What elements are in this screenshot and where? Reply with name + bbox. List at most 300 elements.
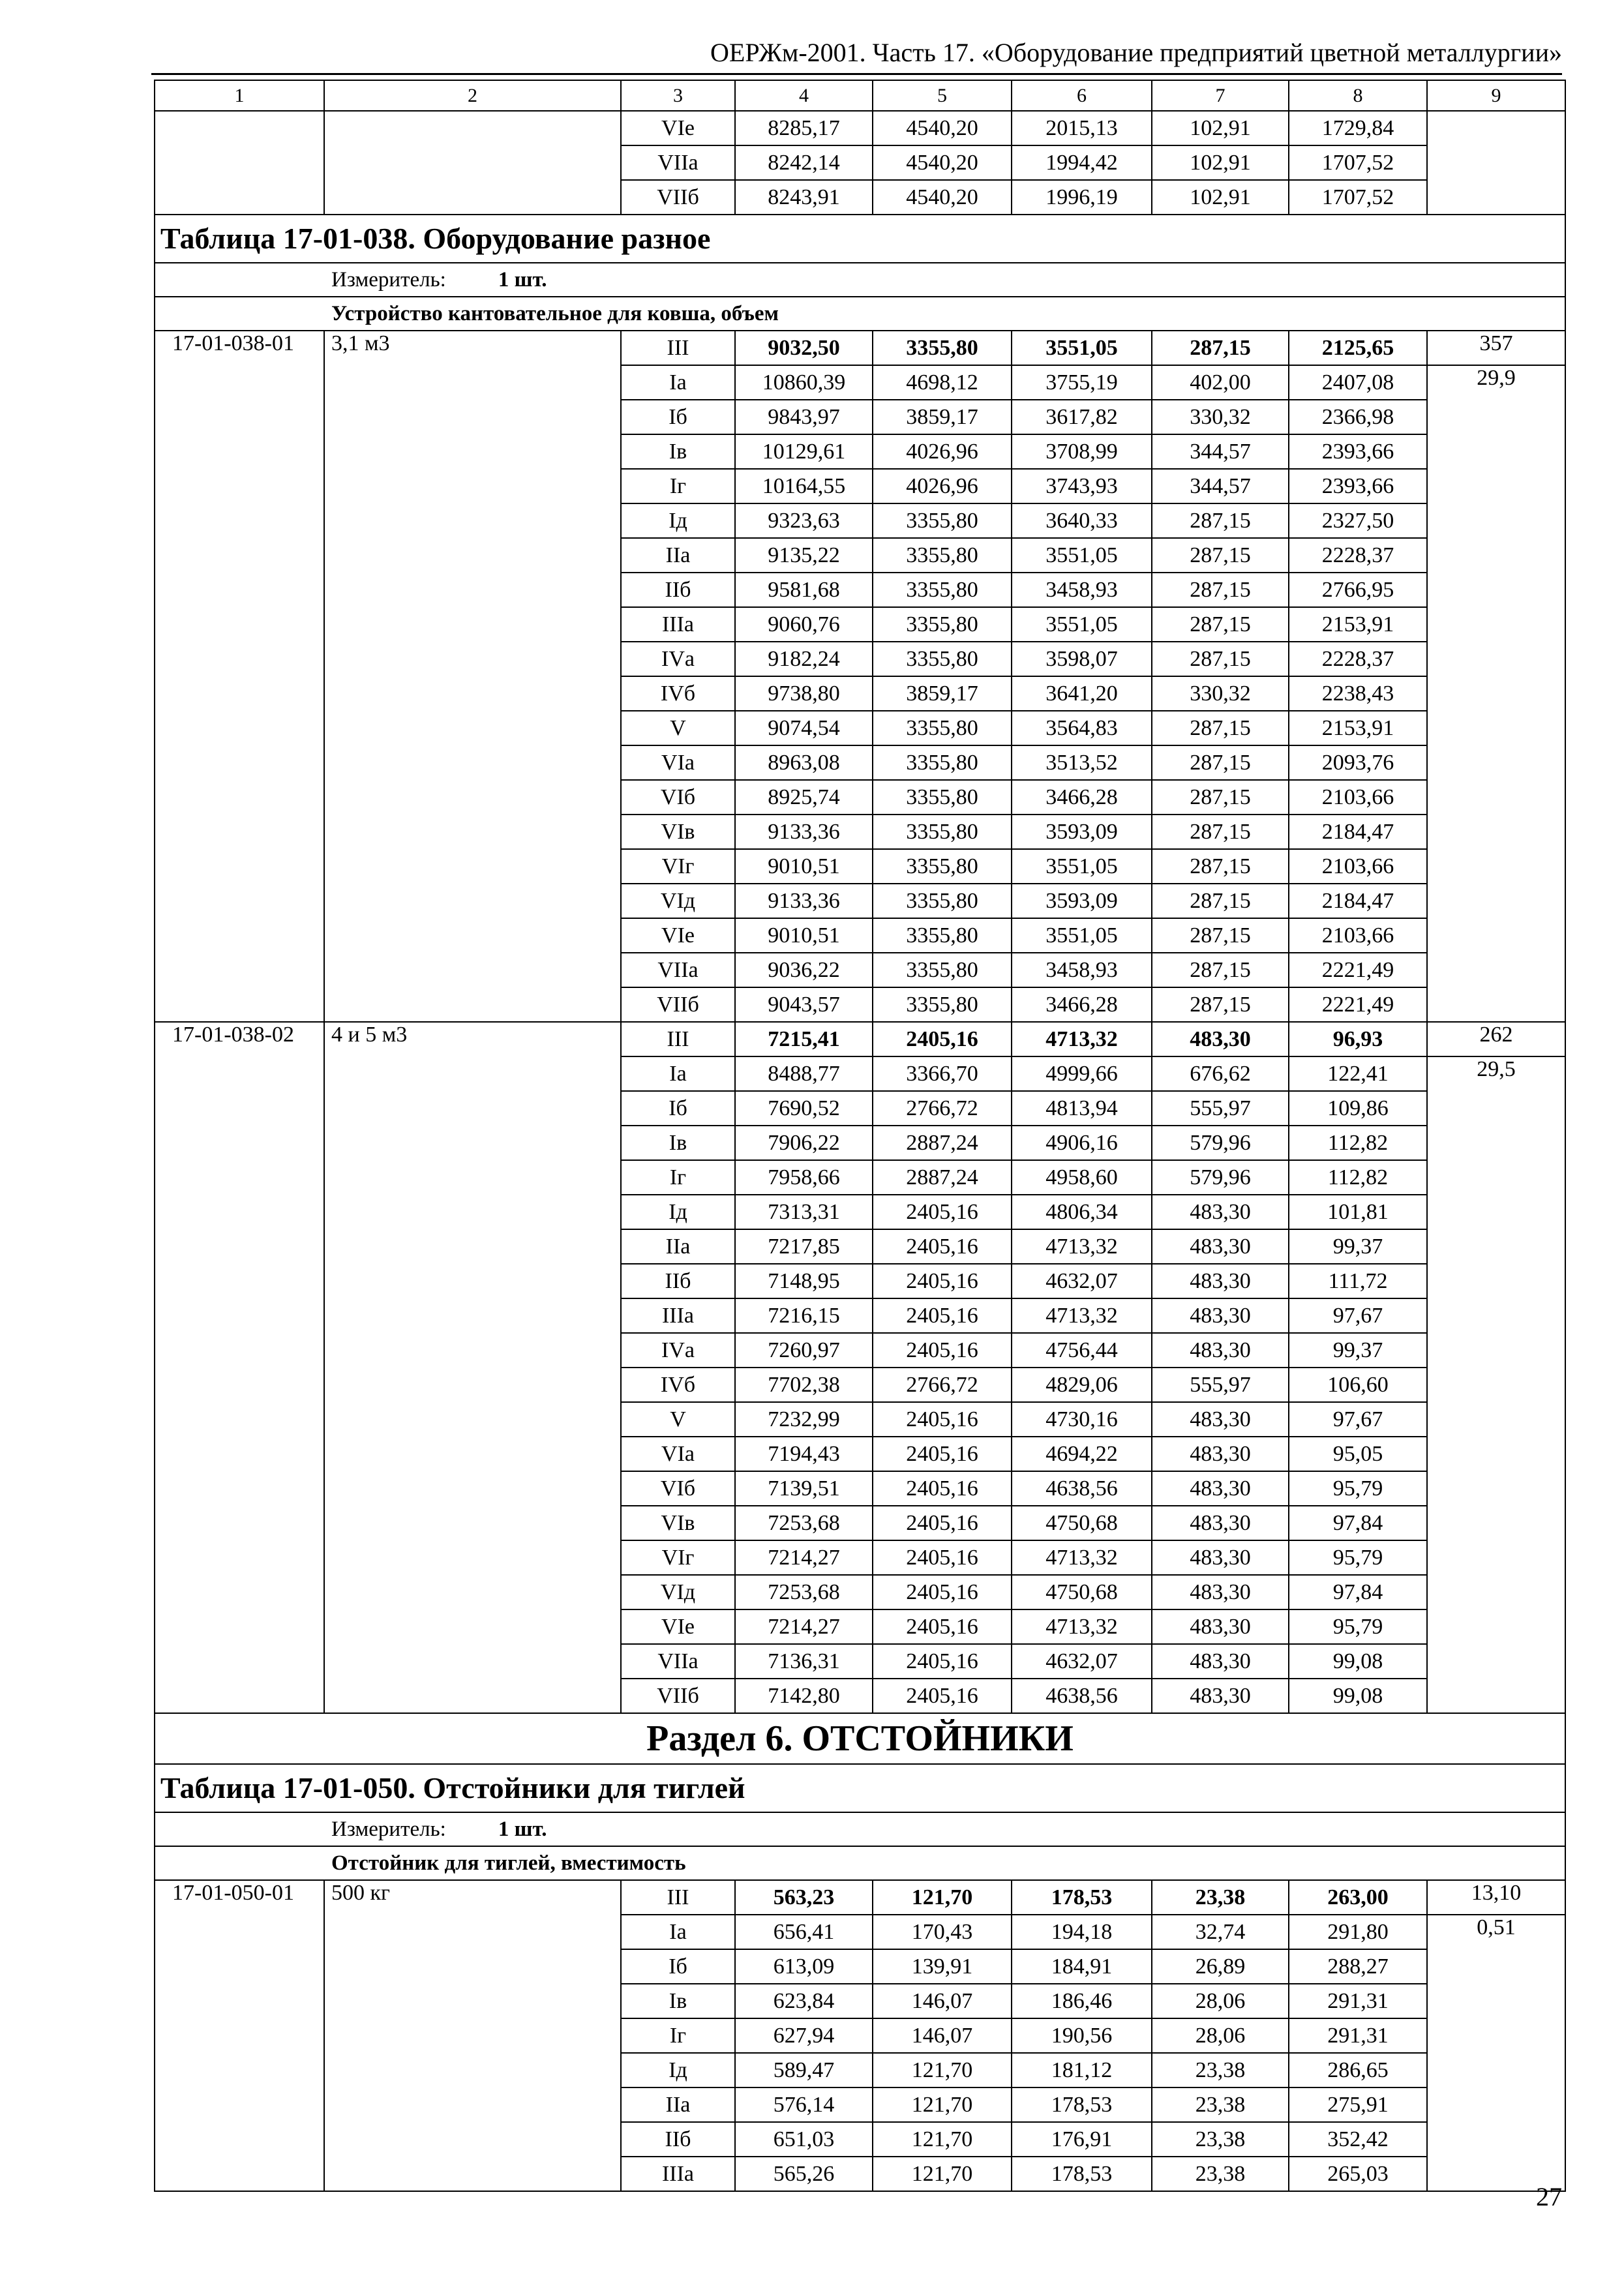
value-cell-c8: 291,31 (1289, 2018, 1427, 2053)
extra-value-1: 357 (1427, 331, 1565, 365)
value-cell-c8: 265,03 (1289, 2157, 1427, 2191)
zone-cell: Iг (621, 469, 735, 503)
value-cell-c8: 106,60 (1289, 1368, 1427, 1402)
value-cell-c4: 9060,76 (735, 607, 873, 642)
value-cell-c5: 2405,16 (873, 1506, 1012, 1540)
value-cell-c8: 1707,52 (1289, 145, 1427, 180)
zone-cell: IIа (621, 2087, 735, 2122)
value-cell-c6: 3466,28 (1012, 987, 1152, 1022)
value-cell-c5: 3355,80 (873, 745, 1012, 780)
zone-cell: VIв (621, 815, 735, 849)
value-cell-c5: 3355,80 (873, 607, 1012, 642)
value-cell-c6: 3551,05 (1012, 849, 1152, 884)
value-cell-c5: 2405,16 (873, 1575, 1012, 1609)
value-cell-c5: 2405,16 (873, 1229, 1012, 1264)
value-cell-c5: 146,07 (873, 1984, 1012, 2018)
value-cell-c5: 2405,16 (873, 1609, 1012, 1644)
value-cell-c7: 402,00 (1152, 365, 1289, 400)
value-cell-c7: 483,30 (1152, 1298, 1289, 1333)
value-cell-c6: 4638,56 (1012, 1679, 1152, 1713)
measure-row (155, 1812, 1565, 1846)
measure-label: Измеритель: (331, 268, 446, 292)
value-cell-c4: 613,09 (735, 1949, 873, 1984)
value-cell-c7: 287,15 (1152, 884, 1289, 918)
subheading: Отстойник для тиглей, вместимость (155, 1846, 1565, 1880)
rates-table (154, 80, 1566, 2192)
value-cell-c5: 2405,16 (873, 1679, 1012, 1713)
zone-cell: IVа (621, 1333, 735, 1368)
value-cell-c8: 263,00 (1289, 1880, 1427, 1915)
column-number: 8 (1289, 80, 1427, 111)
zone-cell: VIд (621, 1575, 735, 1609)
value-cell-c7: 483,30 (1152, 1644, 1289, 1679)
value-cell-c4: 656,41 (735, 1915, 873, 1949)
value-cell-c5: 3366,70 (873, 1056, 1012, 1091)
value-cell-c4: 9010,51 (735, 849, 873, 884)
zone-cell: III (621, 331, 735, 365)
value-cell-c6: 4632,07 (1012, 1644, 1152, 1679)
value-cell-c8: 2238,43 (1289, 676, 1427, 711)
value-cell-c8: 2221,49 (1289, 953, 1427, 987)
zone-cell: VIб (621, 1471, 735, 1506)
column-number: 9 (1427, 80, 1565, 111)
value-cell-c6: 4806,34 (1012, 1195, 1152, 1229)
column-number: 7 (1152, 80, 1289, 111)
value-cell-c7: 287,15 (1152, 849, 1289, 884)
extra-value-2: 29,9 (1427, 365, 1565, 1022)
value-cell-c5: 2405,16 (873, 1195, 1012, 1229)
value-cell-c7: 676,62 (1152, 1056, 1289, 1091)
value-cell-c8: 2184,47 (1289, 815, 1427, 849)
value-cell-c6: 3641,20 (1012, 676, 1152, 711)
value-cell-c6: 3513,52 (1012, 745, 1152, 780)
value-cell-c8: 112,82 (1289, 1126, 1427, 1160)
value-cell-c8: 97,84 (1289, 1575, 1427, 1609)
value-cell-c5: 2766,72 (873, 1091, 1012, 1126)
value-cell-c7: 23,38 (1152, 2087, 1289, 2122)
value-cell-c8: 112,82 (1289, 1160, 1427, 1195)
value-cell-c8: 291,31 (1289, 1984, 1427, 2018)
zone-cell: Iг (621, 2018, 735, 2053)
value-cell-c6: 4713,32 (1012, 1022, 1152, 1056)
zone-cell: Iв (621, 434, 735, 469)
table-title: Таблица 17-01-050. Отстойники для тиглей (155, 1764, 1565, 1812)
value-cell-c8: 2393,66 (1289, 434, 1427, 469)
value-cell-c4: 627,94 (735, 2018, 873, 2053)
value-cell-c4: 8243,91 (735, 180, 873, 215)
zone-cell: VIг (621, 1540, 735, 1575)
value-cell-c4: 7214,27 (735, 1609, 873, 1644)
value-cell-c4: 7702,38 (735, 1368, 873, 1402)
value-cell-c4: 10860,39 (735, 365, 873, 400)
value-cell-c4: 8285,17 (735, 111, 873, 145)
table-title-row (155, 1764, 1565, 1812)
value-cell-c8: 97,67 (1289, 1402, 1427, 1437)
value-cell-c7: 287,15 (1152, 607, 1289, 642)
value-cell-c8: 2228,37 (1289, 538, 1427, 573)
value-cell-c7: 483,30 (1152, 1229, 1289, 1264)
value-cell-c4: 623,84 (735, 1984, 873, 2018)
value-cell-c6: 4713,32 (1012, 1229, 1152, 1264)
data-row (155, 1022, 1565, 1056)
zone-cell: VIIа (621, 953, 735, 987)
column-number: 4 (735, 80, 873, 111)
value-cell-c5: 2766,72 (873, 1368, 1012, 1402)
value-cell-c4: 7142,80 (735, 1679, 873, 1713)
value-cell-c6: 4694,22 (1012, 1437, 1152, 1471)
value-cell-c6: 176,91 (1012, 2122, 1152, 2157)
zone-cell: V (621, 711, 735, 745)
measure-row (155, 263, 1565, 297)
value-cell-c6: 3593,09 (1012, 815, 1152, 849)
value-cell-c8: 95,79 (1289, 1540, 1427, 1575)
column-number: 6 (1012, 80, 1152, 111)
item-description (324, 111, 621, 215)
zone-cell: VIе (621, 111, 735, 145)
value-cell-c5: 121,70 (873, 2053, 1012, 2087)
zone-cell: IIIа (621, 607, 735, 642)
value-cell-c7: 102,91 (1152, 180, 1289, 215)
value-cell-c4: 7136,31 (735, 1644, 873, 1679)
value-cell-c7: 28,06 (1152, 2018, 1289, 2053)
value-cell-c6: 3640,33 (1012, 503, 1152, 538)
value-cell-c7: 102,91 (1152, 111, 1289, 145)
zone-cell: III (621, 1022, 735, 1056)
value-cell-c6: 3593,09 (1012, 884, 1152, 918)
value-cell-c4: 9043,57 (735, 987, 873, 1022)
value-cell-c7: 483,30 (1152, 1264, 1289, 1298)
value-cell-c6: 3466,28 (1012, 780, 1152, 815)
value-cell-c8: 2103,66 (1289, 918, 1427, 953)
value-cell-c7: 32,74 (1152, 1915, 1289, 1949)
value-cell-c7: 287,15 (1152, 573, 1289, 607)
value-cell-c8: 109,86 (1289, 1091, 1427, 1126)
value-cell-c8: 1707,52 (1289, 180, 1427, 215)
value-cell-c8: 2228,37 (1289, 642, 1427, 676)
zone-cell: VIIб (621, 180, 735, 215)
value-cell-c4: 7253,68 (735, 1575, 873, 1609)
value-cell-c5: 2405,16 (873, 1540, 1012, 1575)
value-cell-c7: 579,96 (1152, 1126, 1289, 1160)
value-cell-c8: 2766,95 (1289, 573, 1427, 607)
value-cell-c6: 2015,13 (1012, 111, 1152, 145)
zone-cell: Iд (621, 2053, 735, 2087)
value-cell-c8: 95,05 (1289, 1437, 1427, 1471)
extra-value-1: 262 (1427, 1022, 1565, 1056)
value-cell-c7: 344,57 (1152, 469, 1289, 503)
value-cell-c4: 7253,68 (735, 1506, 873, 1540)
value-cell-c4: 8925,74 (735, 780, 873, 815)
header-rule (151, 73, 1562, 75)
item-description: 500 кг (324, 1880, 621, 2191)
value-cell-c5: 4540,20 (873, 145, 1012, 180)
subheading: Устройство кантовательное для ковша, объем (155, 297, 1565, 331)
value-cell-c8: 97,67 (1289, 1298, 1427, 1333)
value-cell-c5: 3355,80 (873, 503, 1012, 538)
value-cell-c5: 146,07 (873, 2018, 1012, 2053)
value-cell-c6: 190,56 (1012, 2018, 1152, 2053)
zone-cell: IVа (621, 642, 735, 676)
value-cell-c8: 111,72 (1289, 1264, 1427, 1298)
value-cell-c5: 4540,20 (873, 111, 1012, 145)
value-cell-c4: 9182,24 (735, 642, 873, 676)
item-code: 17-01-050-01 (155, 1880, 324, 2191)
page-number: 27 (1536, 2182, 1562, 2211)
zone-cell: IIа (621, 1229, 735, 1264)
value-cell-c5: 3859,17 (873, 676, 1012, 711)
value-cell-c5: 4698,12 (873, 365, 1012, 400)
value-cell-c5: 3355,80 (873, 953, 1012, 987)
value-cell-c6: 3551,05 (1012, 607, 1152, 642)
item-description: 3,1 м3 (324, 331, 621, 1022)
item-code: 17-01-038-02 (155, 1022, 324, 1713)
value-cell-c7: 23,38 (1152, 2122, 1289, 2157)
value-cell-c4: 7216,15 (735, 1298, 873, 1333)
zone-cell: IIIа (621, 2157, 735, 2191)
value-cell-c5: 3355,80 (873, 642, 1012, 676)
value-cell-c8: 2184,47 (1289, 884, 1427, 918)
value-cell-c6: 4958,60 (1012, 1160, 1152, 1195)
value-cell-c8: 95,79 (1289, 1609, 1427, 1644)
column-number: 5 (873, 80, 1012, 111)
zone-cell: Iа (621, 1056, 735, 1091)
value-cell-c6: 4713,32 (1012, 1540, 1152, 1575)
value-cell-c7: 287,15 (1152, 503, 1289, 538)
zone-cell: VIе (621, 1609, 735, 1644)
value-cell-c5: 170,43 (873, 1915, 1012, 1949)
value-cell-c8: 97,84 (1289, 1506, 1427, 1540)
value-cell-c7: 483,30 (1152, 1333, 1289, 1368)
value-cell-c8: 2393,66 (1289, 469, 1427, 503)
value-cell-c5: 3355,80 (873, 918, 1012, 953)
data-row (155, 331, 1565, 365)
zone-cell: V (621, 1402, 735, 1437)
value-cell-c6: 3743,93 (1012, 469, 1152, 503)
value-cell-c5: 2887,24 (873, 1160, 1012, 1195)
value-cell-c7: 330,32 (1152, 400, 1289, 434)
value-cell-c7: 26,89 (1152, 1949, 1289, 1984)
zone-cell: Iг (621, 1160, 735, 1195)
value-cell-c7: 483,30 (1152, 1195, 1289, 1229)
value-cell-c7: 287,15 (1152, 987, 1289, 1022)
value-cell-c8: 291,80 (1289, 1915, 1427, 1949)
value-cell-c5: 121,70 (873, 2122, 1012, 2157)
value-cell-c8: 99,37 (1289, 1333, 1427, 1368)
value-cell-c4: 8242,14 (735, 145, 873, 180)
measure-cell (155, 263, 1565, 297)
value-cell-c6: 181,12 (1012, 2053, 1152, 2087)
value-cell-c8: 96,93 (1289, 1022, 1427, 1056)
value-cell-c6: 3617,82 (1012, 400, 1152, 434)
zone-cell: IIб (621, 573, 735, 607)
value-cell-c6: 3708,99 (1012, 434, 1152, 469)
zone-cell: Iд (621, 503, 735, 538)
value-cell-c8: 99,08 (1289, 1644, 1427, 1679)
value-cell-c6: 194,18 (1012, 1915, 1152, 1949)
value-cell-c4: 563,23 (735, 1880, 873, 1915)
value-cell-c6: 178,53 (1012, 1880, 1152, 1915)
value-cell-c5: 3859,17 (873, 400, 1012, 434)
value-cell-c7: 483,30 (1152, 1609, 1289, 1644)
value-cell-c4: 565,26 (735, 2157, 873, 2191)
value-cell-c5: 2887,24 (873, 1126, 1012, 1160)
value-cell-c5: 2405,16 (873, 1402, 1012, 1437)
value-cell-c5: 3355,80 (873, 538, 1012, 573)
zone-cell: VIг (621, 849, 735, 884)
item-code (155, 111, 324, 215)
value-cell-c7: 483,30 (1152, 1437, 1289, 1471)
zone-cell: VIа (621, 745, 735, 780)
value-cell-c5: 2405,16 (873, 1437, 1012, 1471)
section-row (155, 1713, 1565, 1764)
value-cell-c8: 99,08 (1289, 1679, 1427, 1713)
value-cell-c7: 555,97 (1152, 1091, 1289, 1126)
value-cell-c6: 1996,19 (1012, 180, 1152, 215)
value-cell-c6: 3551,05 (1012, 918, 1152, 953)
value-cell-c5: 2405,16 (873, 1644, 1012, 1679)
zone-cell: Iб (621, 1091, 735, 1126)
value-cell-c6: 4730,16 (1012, 1402, 1152, 1437)
value-cell-c5: 3355,80 (873, 711, 1012, 745)
value-cell-c6: 3458,93 (1012, 573, 1152, 607)
value-cell-c7: 483,30 (1152, 1022, 1289, 1056)
zone-cell: Iд (621, 1195, 735, 1229)
value-cell-c4: 589,47 (735, 2053, 873, 2087)
value-cell-c7: 23,38 (1152, 1880, 1289, 1915)
value-cell-c7: 483,30 (1152, 1471, 1289, 1506)
value-cell-c6: 4813,94 (1012, 1091, 1152, 1126)
value-cell-c4: 7217,85 (735, 1229, 873, 1264)
value-cell-c5: 2405,16 (873, 1333, 1012, 1368)
measure-label: Измеритель: (331, 1818, 446, 1841)
value-cell-c4: 7690,52 (735, 1091, 873, 1126)
data-row (155, 1880, 1565, 1915)
subheading-row (155, 297, 1565, 331)
value-cell-c8: 2407,08 (1289, 365, 1427, 400)
value-cell-c6: 4750,68 (1012, 1506, 1152, 1540)
value-cell-c5: 3355,80 (873, 331, 1012, 365)
zone-cell: Iа (621, 365, 735, 400)
value-cell-c5: 3355,80 (873, 573, 1012, 607)
value-cell-c7: 287,15 (1152, 918, 1289, 953)
value-cell-c5: 4026,96 (873, 469, 1012, 503)
value-cell-c4: 7958,66 (735, 1160, 873, 1195)
measure-unit: 1 шт. (498, 1818, 547, 1841)
column-number: 2 (324, 80, 621, 111)
column-number: 3 (621, 80, 735, 111)
value-cell-c8: 95,79 (1289, 1471, 1427, 1506)
value-cell-c8: 2366,98 (1289, 400, 1427, 434)
value-cell-c8: 1729,84 (1289, 111, 1427, 145)
value-cell-c8: 101,81 (1289, 1195, 1427, 1229)
zone-cell: VIIа (621, 1644, 735, 1679)
value-cell-c8: 352,42 (1289, 2122, 1427, 2157)
zone-cell: Iб (621, 1949, 735, 1984)
zone-cell: VIд (621, 884, 735, 918)
value-cell-c8: 2093,76 (1289, 745, 1427, 780)
value-cell-c6: 3755,19 (1012, 365, 1152, 400)
value-cell-c7: 483,30 (1152, 1679, 1289, 1713)
value-cell-c6: 4632,07 (1012, 1264, 1152, 1298)
extra-value (1427, 111, 1565, 215)
value-cell-c7: 344,57 (1152, 434, 1289, 469)
value-cell-c4: 576,14 (735, 2087, 873, 2122)
value-cell-c4: 9032,50 (735, 331, 873, 365)
value-cell-c5: 121,70 (873, 2087, 1012, 2122)
value-cell-c8: 275,91 (1289, 2087, 1427, 2122)
zone-cell: VIIб (621, 987, 735, 1022)
item-code: 17-01-038-01 (155, 331, 324, 1022)
value-cell-c7: 483,30 (1152, 1540, 1289, 1575)
value-cell-c6: 186,46 (1012, 1984, 1152, 2018)
value-cell-c6: 178,53 (1012, 2087, 1152, 2122)
value-cell-c7: 483,30 (1152, 1506, 1289, 1540)
value-cell-c6: 1994,42 (1012, 145, 1152, 180)
value-cell-c5: 3355,80 (873, 815, 1012, 849)
value-cell-c8: 286,65 (1289, 2053, 1427, 2087)
value-cell-c5: 4026,96 (873, 434, 1012, 469)
section-title: Раздел 6. ОТСТОЙНИКИ (155, 1713, 1565, 1764)
value-cell-c4: 9323,63 (735, 503, 873, 538)
extra-value-2: 29,5 (1427, 1056, 1565, 1713)
value-cell-c5: 2405,16 (873, 1022, 1012, 1056)
value-cell-c7: 483,30 (1152, 1402, 1289, 1437)
value-cell-c4: 9843,97 (735, 400, 873, 434)
value-cell-c8: 122,41 (1289, 1056, 1427, 1091)
value-cell-c4: 9133,36 (735, 884, 873, 918)
value-cell-c4: 7214,27 (735, 1540, 873, 1575)
value-cell-c8: 2221,49 (1289, 987, 1427, 1022)
value-cell-c8: 2103,66 (1289, 849, 1427, 884)
value-cell-c6: 184,91 (1012, 1949, 1152, 1984)
value-cell-c7: 287,15 (1152, 331, 1289, 365)
table-title: Таблица 17-01-038. Оборудование разное (155, 215, 1565, 263)
value-cell-c4: 9738,80 (735, 676, 873, 711)
value-cell-c6: 4999,66 (1012, 1056, 1152, 1091)
zone-cell: IVб (621, 676, 735, 711)
value-cell-c8: 2103,66 (1289, 780, 1427, 815)
value-cell-c8: 2327,50 (1289, 503, 1427, 538)
value-cell-c4: 8488,77 (735, 1056, 873, 1091)
value-cell-c4: 7260,97 (735, 1333, 873, 1368)
value-cell-c4: 9036,22 (735, 953, 873, 987)
value-cell-c5: 2405,16 (873, 1264, 1012, 1298)
value-cell-c4: 9010,51 (735, 918, 873, 953)
zone-cell: IIб (621, 2122, 735, 2157)
zone-cell: IIIа (621, 1298, 735, 1333)
value-cell-c6: 3551,05 (1012, 331, 1152, 365)
value-cell-c4: 651,03 (735, 2122, 873, 2157)
value-cell-c7: 102,91 (1152, 145, 1289, 180)
value-cell-c6: 3598,07 (1012, 642, 1152, 676)
value-cell-c5: 3355,80 (873, 849, 1012, 884)
value-cell-c7: 287,15 (1152, 953, 1289, 987)
zone-cell: VIе (621, 918, 735, 953)
measure-cell (155, 1812, 1565, 1846)
value-cell-c5: 3355,80 (873, 780, 1012, 815)
value-cell-c7: 483,30 (1152, 1575, 1289, 1609)
zone-cell: Iв (621, 1126, 735, 1160)
value-cell-c8: 288,27 (1289, 1949, 1427, 1984)
value-cell-c4: 7906,22 (735, 1126, 873, 1160)
value-cell-c6: 3564,83 (1012, 711, 1152, 745)
value-cell-c5: 4540,20 (873, 180, 1012, 215)
zone-cell: Iв (621, 1984, 735, 2018)
value-cell-c6: 3458,93 (1012, 953, 1152, 987)
value-cell-c5: 3355,80 (873, 884, 1012, 918)
value-cell-c7: 23,38 (1152, 2053, 1289, 2087)
value-cell-c8: 99,37 (1289, 1229, 1427, 1264)
